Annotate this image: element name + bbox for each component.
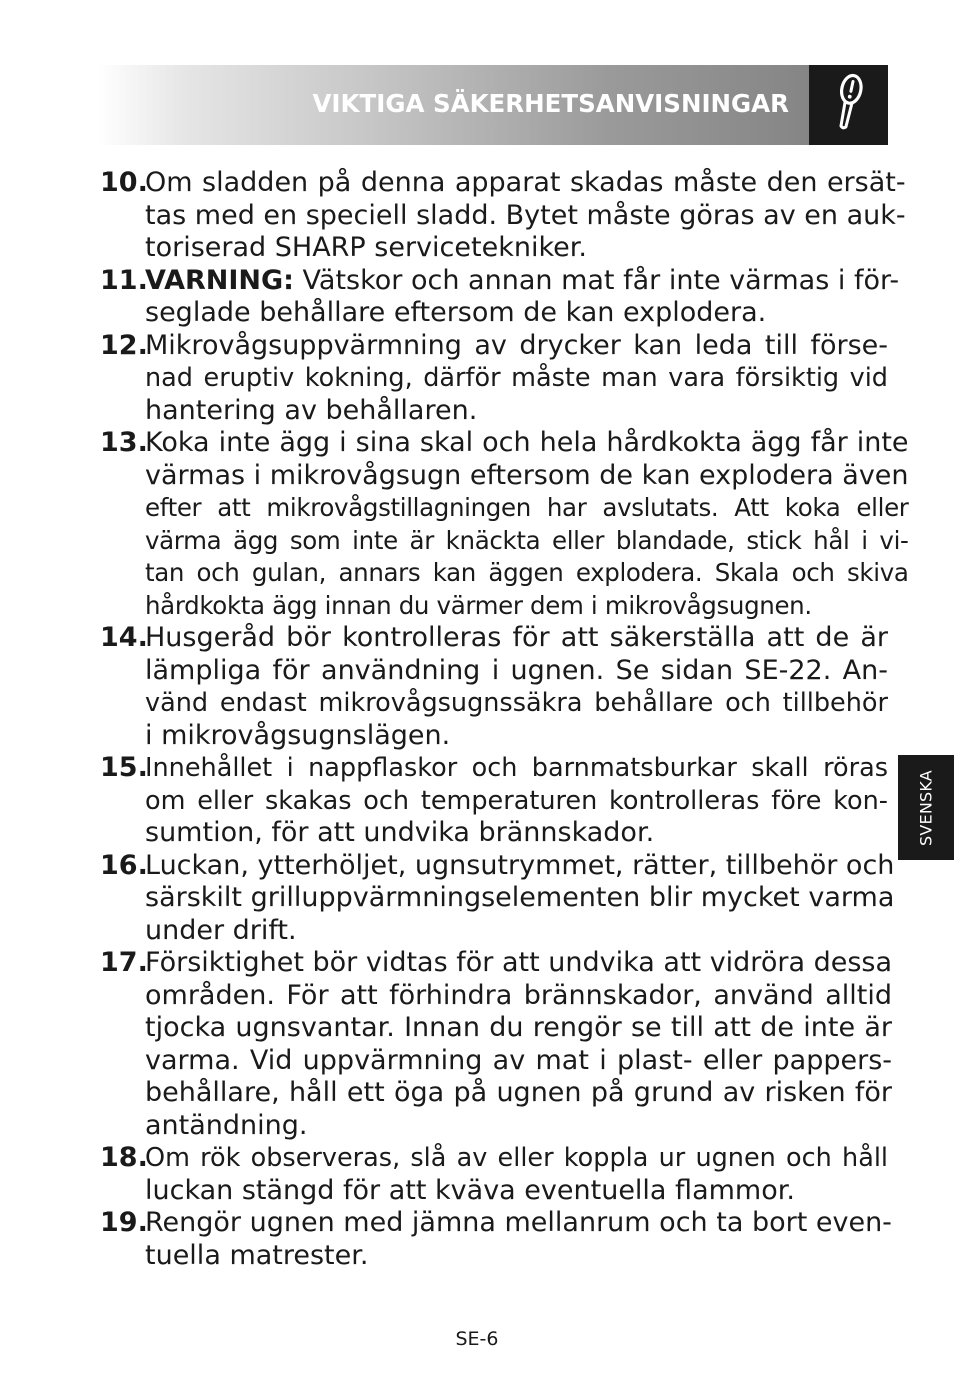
item-number: 18. bbox=[100, 1142, 148, 1173]
item-line: lämpliga för användning i ugnen. Se sidan SE-22. An- bbox=[145, 654, 888, 686]
item-text bbox=[145, 330, 888, 428]
list-item bbox=[100, 849, 895, 948]
list-item bbox=[100, 330, 888, 428]
item-line: Försiktighet bör vidtas för att undvika att vidröra dessa bbox=[145, 947, 892, 978]
item-text bbox=[145, 622, 888, 752]
item-line: toriserad SHARP servicetekniker. bbox=[145, 232, 587, 263]
item-line: vänd endast mikrovågsugnssäkra behållare och tillbehör bbox=[145, 688, 888, 718]
item-number: 13. bbox=[100, 427, 148, 458]
item-line: om eller skakas och temperaturen kontrolleras före kon- bbox=[145, 785, 888, 816]
item-number: 19. bbox=[100, 1207, 148, 1238]
item-line: seglade behållare eftersom de kan explodera. bbox=[145, 297, 767, 328]
item-line: Rengör ugnen med jämna mellanrum och ta bort even- bbox=[145, 1207, 892, 1238]
item-line: varma. Vid uppvärmning av mat i plast- eller pappers- bbox=[145, 1044, 892, 1076]
item-line: antändning. bbox=[145, 1109, 308, 1141]
item-text bbox=[145, 265, 899, 330]
item-text bbox=[145, 167, 906, 265]
item-text bbox=[145, 427, 909, 622]
item-line: behållare, håll ett öga på ugnen på grund av risken för bbox=[145, 1077, 892, 1108]
item-line: värma ägg som inte är knäckta eller blandade, stick hål i vi- bbox=[145, 525, 909, 555]
item-line: Mikrovågsuppvärmning av drycker kan leda till förse- bbox=[145, 329, 888, 361]
warning-icon-box bbox=[809, 65, 888, 145]
item-number: 16. bbox=[100, 849, 148, 881]
item-line: efter att mikrovågstillagningen har avslutats. Att koka eller bbox=[145, 493, 909, 522]
item-line: luckan stängd för att kväva eventuella flammor. bbox=[145, 1174, 795, 1206]
item-line: Luckan, ytterhöljet, ugnsutrymmet, rätter, tillbehör och bbox=[145, 849, 895, 881]
item-line: områden. För att förhindra brännskador, använd alltid bbox=[145, 979, 892, 1011]
item-number: 10. bbox=[100, 167, 148, 198]
item-text bbox=[145, 752, 888, 850]
item-text bbox=[145, 947, 892, 1142]
list-item bbox=[100, 264, 900, 330]
language-tab bbox=[898, 755, 954, 860]
item-line: Om sladden på denna apparat skadas måste den ersät- bbox=[145, 167, 906, 198]
item-line: i mikrovågsugnslägen. bbox=[145, 719, 451, 751]
safety-instructions-list bbox=[100, 167, 909, 1272]
item-number: 15. bbox=[100, 752, 148, 783]
item-number: 11. bbox=[100, 264, 148, 296]
item-line: värmas i mikrovågsugn eftersom de kan explodera även bbox=[145, 459, 909, 491]
language-tab-label: SVENSKA bbox=[916, 769, 936, 846]
list-item bbox=[100, 427, 909, 622]
list-item bbox=[100, 1142, 888, 1207]
section-title: VIKTIGA SÄKERHETSANVISNINGAR bbox=[312, 89, 789, 118]
item-line: sumtion, för att undvika brännskador. bbox=[145, 817, 655, 848]
item-line: Innehållet i nappflaskor och barnmatsburkar skall röras bbox=[145, 753, 888, 783]
item-number: 12. bbox=[100, 329, 148, 361]
item-line: under drift. bbox=[145, 914, 297, 946]
item-number: 14. bbox=[100, 622, 148, 653]
item-line: tas med en speciell sladd. Bytet måste göras av en auk- bbox=[145, 199, 906, 231]
page-number: SE-6 bbox=[455, 1328, 499, 1350]
item-line bbox=[145, 265, 899, 298]
item-line: tjocka ugnsvantar. Innan du rengör se till att de inte är bbox=[145, 1012, 892, 1043]
item-line: tuella matrester. bbox=[145, 1239, 369, 1271]
item-line: hårdkokta ägg innan du värmer dem i mikrovågsugnen. bbox=[145, 590, 812, 620]
item-text bbox=[145, 850, 894, 948]
list-item bbox=[100, 947, 892, 1142]
item-line: Husgeråd bör kontrolleras för att säkerställa att de är bbox=[145, 622, 888, 653]
item-line: Koka inte ägg i sina skal och hela hårdkokta ägg får inte bbox=[145, 427, 909, 458]
item-line: tan och gulan, annars kan äggen explodera. Skala och skiva bbox=[145, 558, 909, 587]
list-item bbox=[100, 167, 906, 265]
list-item bbox=[100, 622, 888, 752]
item-line: hantering av behållaren. bbox=[145, 394, 478, 426]
item-line: Om rök observeras, slå av eller koppla ur ugnen och håll bbox=[145, 1143, 888, 1173]
list-item bbox=[100, 1207, 892, 1272]
warning-keyword: VARNING: bbox=[145, 264, 294, 296]
item-line-text: Vätskor och annan mat får inte värmas i för- bbox=[302, 264, 900, 296]
item-text bbox=[145, 1142, 888, 1207]
section-header-bar bbox=[98, 65, 809, 145]
item-line: särskilt grilluppvärmningselementen blir mycket varma bbox=[145, 882, 895, 913]
item-line: nad eruptiv kokning, därför måste man vara försiktig vid bbox=[145, 363, 888, 393]
list-item bbox=[100, 752, 888, 850]
item-number: 17. bbox=[100, 947, 148, 978]
item-text bbox=[145, 1207, 892, 1272]
exclamation-warning-icon bbox=[809, 65, 888, 145]
